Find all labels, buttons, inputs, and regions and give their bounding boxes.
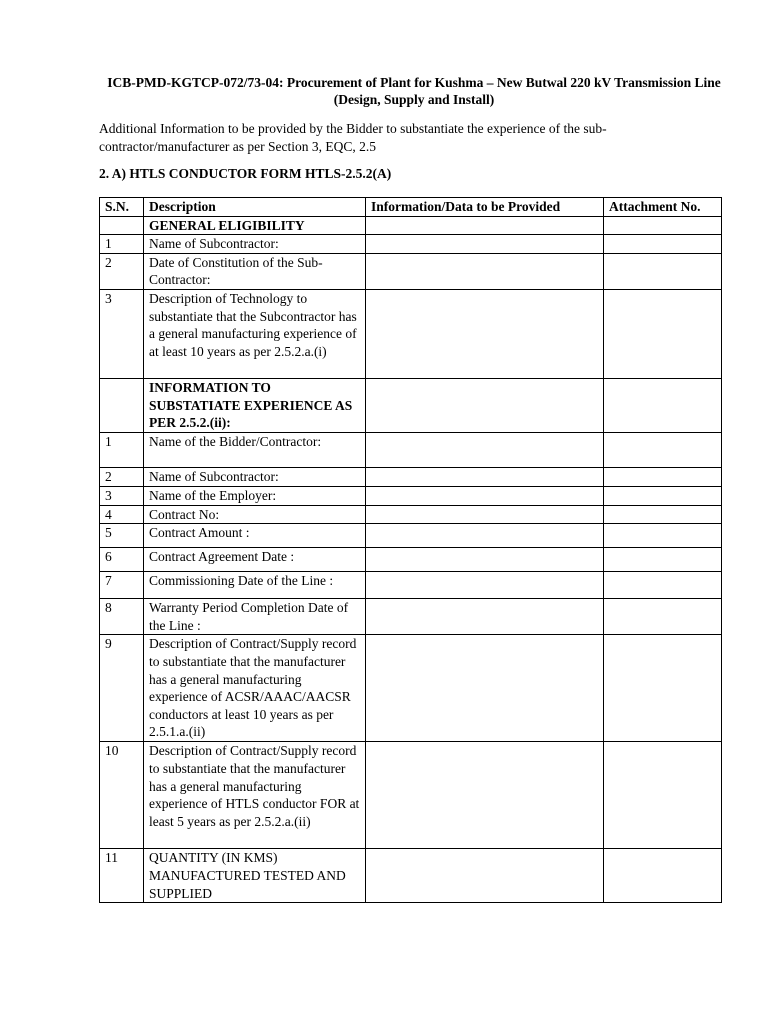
row-attachment-cell — [604, 635, 722, 742]
row-sn-cell: 11 — [100, 849, 144, 903]
row-attachment-cell — [604, 467, 722, 486]
row-information-cell — [366, 524, 604, 548]
row-information-cell — [366, 467, 604, 486]
table-row — [100, 572, 722, 599]
row-description-cell: Name of Subcontractor: — [144, 235, 366, 254]
table-row — [100, 849, 722, 903]
row-sn-cell: 8 — [100, 599, 144, 635]
row-information-cell — [366, 849, 604, 903]
row-description-cell: Contract Amount : — [144, 524, 366, 548]
table-header — [100, 198, 722, 217]
row-description-cell: Name of the Employer: — [144, 486, 366, 505]
row-sn-cell: 3 — [100, 289, 144, 378]
table-row — [100, 524, 722, 548]
table-row — [100, 505, 722, 524]
row-description-cell: Description of Technology to substantiate that the Subcontractor has a general manufacturing experience of at least 10 years as per 2.5.2.a.(i) — [144, 289, 366, 378]
row-description-cell: Warranty Period Completion Date of the Line : — [144, 599, 366, 635]
table-row — [100, 599, 722, 635]
row-information-cell — [366, 635, 604, 742]
htls-conductor-form-table — [99, 197, 722, 903]
row-description-cell: Description of Contract/Supply record to substantiate that the manufacturer has a general manufacturing experience of ACSR/AAAC/AACSR conductors at least 10 years as per 2.5.1.a.(ii) — [144, 635, 366, 742]
row-information-cell — [366, 235, 604, 254]
row-information-cell — [366, 548, 604, 572]
row-sn-cell: 2 — [100, 467, 144, 486]
table-row — [100, 548, 722, 572]
row-sn-cell: 3 — [100, 486, 144, 505]
row-attachment-cell — [604, 548, 722, 572]
row-attachment-cell — [604, 378, 722, 432]
row-information-cell — [366, 253, 604, 289]
table-row — [100, 432, 722, 467]
section-heading: 2. A) HTLS CONDUCTOR FORM HTLS-2.5.2(A) — [99, 166, 392, 181]
row-information-cell — [366, 742, 604, 849]
row-attachment-cell — [604, 289, 722, 378]
row-sn-cell: 6 — [100, 548, 144, 572]
row-attachment-cell — [604, 524, 722, 548]
table-row — [100, 742, 722, 849]
table-body — [100, 216, 722, 903]
row-description-cell: Contract No: — [144, 505, 366, 524]
table-row — [100, 467, 722, 486]
row-description-cell: Date of Constitution of the Sub-Contractor: — [144, 253, 366, 289]
row-description-cell: QUANTITY (IN KMS) MANUFACTURED TESTED AND SUPPLIED — [144, 849, 366, 903]
row-description-cell: Name of the Bidder/Contractor: — [144, 432, 366, 467]
header-information: Information/Data to be Provided — [366, 198, 604, 217]
row-sn-cell — [100, 378, 144, 432]
row-sn-cell: 1 — [100, 432, 144, 467]
header-sn: S.N. — [100, 198, 144, 217]
row-information-cell — [366, 289, 604, 378]
table-row — [100, 635, 722, 742]
row-sn-cell: 5 — [100, 524, 144, 548]
row-information-cell — [366, 572, 604, 599]
row-information-cell — [366, 486, 604, 505]
row-attachment-cell — [604, 505, 722, 524]
row-attachment-cell — [604, 216, 722, 235]
table-row — [100, 486, 722, 505]
header-description: Description — [144, 198, 366, 217]
row-description-cell: GENERAL ELIGIBILITY — [144, 216, 366, 235]
row-information-cell — [366, 599, 604, 635]
row-sn-cell: 9 — [100, 635, 144, 742]
table-row — [100, 289, 722, 378]
row-attachment-cell — [604, 742, 722, 849]
row-information-cell — [366, 505, 604, 524]
row-attachment-cell — [604, 599, 722, 635]
row-description-cell: Name of Subcontractor: — [144, 467, 366, 486]
row-attachment-cell — [604, 486, 722, 505]
row-description-cell: INFORMATION TO SUBSTATIATE EXPERIENCE AS PER 2.5.2.(ii): — [144, 378, 366, 432]
table-row — [100, 235, 722, 254]
row-information-cell — [366, 216, 604, 235]
row-description-cell: Commissioning Date of the Line : — [144, 572, 366, 599]
row-attachment-cell — [604, 849, 722, 903]
row-attachment-cell — [604, 572, 722, 599]
row-attachment-cell — [604, 235, 722, 254]
row-information-cell — [366, 432, 604, 467]
header-attachment: Attachment No. — [604, 198, 722, 217]
page-title: ICB-PMD-KGTCP-072/73-04: Procurement of Plant for Kushma – New Butwal 220 kV Transmission Line (Design, Supply and Install) — [107, 75, 721, 107]
row-sn-cell: 1 — [100, 235, 144, 254]
row-sn-cell: 2 — [100, 253, 144, 289]
table-section-row — [100, 216, 722, 235]
table-row — [100, 253, 722, 289]
table-section-row — [100, 378, 722, 432]
row-sn-cell: 10 — [100, 742, 144, 849]
intro-paragraph: Additional Information to be provided by the Bidder to substantiate the experience of the sub-contractor/manufacturer as per Section 3, EQC, 2.5 — [99, 121, 607, 154]
row-sn-cell: 4 — [100, 505, 144, 524]
row-description-cell: Description of Contract/Supply record to substantiate that the manufacturer has a general manufacturing experience of HTLS conductor FOR at least 5 years as per 2.5.2.a.(ii) — [144, 742, 366, 849]
row-sn-cell — [100, 216, 144, 235]
row-description-cell: Contract Agreement Date : — [144, 548, 366, 572]
row-attachment-cell — [604, 432, 722, 467]
row-information-cell — [366, 378, 604, 432]
row-sn-cell: 7 — [100, 572, 144, 599]
row-attachment-cell — [604, 253, 722, 289]
header-row — [100, 198, 722, 217]
